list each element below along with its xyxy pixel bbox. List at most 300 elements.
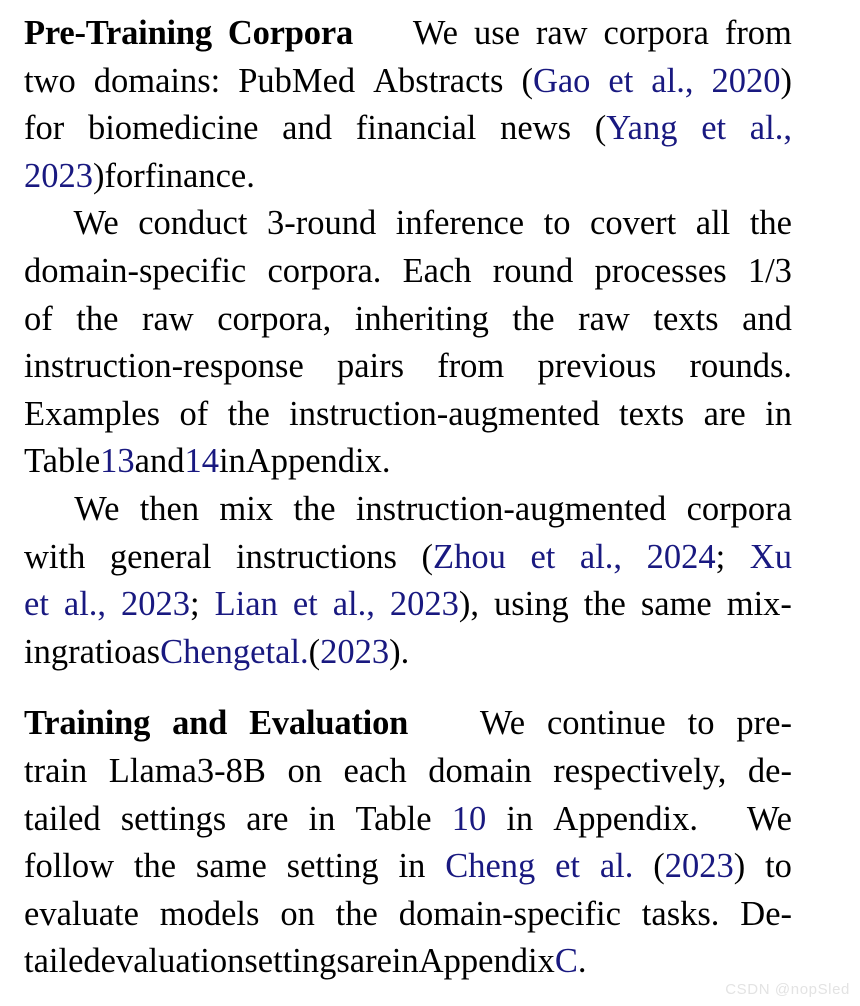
body-text: De- (740, 894, 792, 933)
word (309, 796, 336, 844)
body-text: train (24, 751, 88, 790)
body-text: all (695, 204, 731, 243)
word (600, 843, 634, 891)
word (537, 343, 656, 391)
runin-heading: Pre-Training (24, 14, 212, 52)
word (121, 796, 226, 844)
word (179, 391, 208, 439)
body-text: the (76, 299, 119, 338)
word (750, 200, 792, 248)
word (647, 534, 726, 582)
word (24, 748, 87, 796)
word (651, 58, 693, 106)
body-text: in (308, 799, 336, 838)
body-text: Each (402, 251, 472, 290)
body-text: setting (286, 847, 379, 886)
body-text: in (506, 799, 534, 838)
runin-heading: and (172, 704, 228, 743)
text-line (24, 938, 792, 986)
body-text: conduct (138, 204, 248, 243)
word (494, 581, 569, 629)
word (419, 938, 555, 986)
body-text: same (640, 585, 712, 624)
body-text: on (280, 894, 315, 933)
word (521, 58, 590, 106)
word (282, 105, 332, 153)
body-text: to (765, 847, 792, 886)
citation-link[interactable]: et (292, 585, 318, 624)
word (24, 343, 304, 391)
citation-link[interactable]: 2023 (320, 632, 390, 671)
body-text: 3-round (266, 204, 377, 243)
citation-link[interactable]: Yang (606, 109, 678, 148)
word (356, 105, 477, 153)
paragraph-indent (24, 200, 54, 248)
body-text: evaluation (100, 942, 245, 981)
word (24, 534, 85, 582)
word (553, 748, 726, 796)
word (24, 105, 64, 153)
word (184, 438, 219, 486)
body-text: ; (715, 537, 726, 576)
body-text: We (746, 799, 792, 838)
word (506, 796, 533, 844)
body-text: tasks. (641, 894, 720, 933)
word (742, 296, 792, 344)
text-line (24, 153, 792, 201)
citation-link[interactable]: al. (275, 632, 309, 671)
body-text: ing (24, 632, 69, 671)
word (355, 296, 489, 344)
body-text: of (179, 394, 209, 433)
body-text: domains: (93, 61, 221, 100)
body-text: Appendix. (245, 442, 391, 481)
body-text: on (287, 751, 322, 790)
body-text: news (500, 109, 571, 148)
runin-heading: Training (24, 704, 151, 743)
word (135, 438, 185, 486)
csdn-watermark: CSDN @nopSled (725, 981, 850, 998)
citation-link[interactable]: 2024 (646, 537, 716, 576)
word (748, 748, 792, 796)
body-text: pairs (336, 347, 405, 386)
word (578, 296, 630, 344)
body-text: in (398, 847, 426, 886)
word (704, 391, 746, 439)
word (536, 10, 588, 58)
body-text: Examples (24, 394, 161, 433)
word (333, 581, 375, 629)
word (287, 843, 379, 891)
citation-link[interactable]: al., (63, 585, 107, 624)
word (608, 58, 633, 106)
body-text: raw (535, 14, 588, 52)
word (68, 629, 131, 677)
word (74, 200, 119, 248)
citation-link[interactable]: 2023 (121, 585, 191, 624)
body-text: Appendix (418, 942, 555, 981)
body-text: Appendix. (553, 799, 698, 838)
word (160, 629, 250, 677)
word (250, 629, 275, 677)
word (131, 629, 160, 677)
body-text: are (246, 799, 289, 838)
word (512, 296, 554, 344)
word (392, 938, 419, 986)
body-text: We (74, 489, 120, 528)
body-text: corpora (686, 489, 792, 528)
word (219, 486, 273, 534)
citation-link[interactable]: 13 (100, 442, 135, 481)
word (373, 58, 503, 106)
runin-heading: Evaluation (249, 704, 409, 743)
body-text: inheriting (354, 299, 489, 338)
text-line (24, 200, 792, 248)
word (289, 391, 599, 439)
text-line (24, 486, 792, 534)
word (280, 891, 315, 939)
word (748, 248, 792, 296)
word (76, 296, 118, 344)
word (287, 748, 322, 796)
word (246, 438, 391, 486)
body-text: and (282, 109, 332, 148)
body-text: rounds. (689, 347, 792, 386)
word (437, 343, 504, 391)
body-text: raw (578, 299, 630, 338)
word (94, 58, 221, 106)
word (696, 200, 730, 248)
citation-link[interactable]: 2023 (389, 585, 459, 624)
body-text: We (412, 14, 458, 52)
word (145, 153, 255, 201)
citation-link[interactable]: et (555, 847, 581, 886)
word (336, 891, 378, 939)
citation-link[interactable]: al., (332, 585, 375, 624)
word (653, 296, 718, 344)
word (604, 10, 709, 58)
text-line (24, 748, 792, 796)
paragraph-training-and-evaluation (24, 700, 792, 986)
body-text: ( (308, 632, 321, 671)
citation-link[interactable]: Cheng (160, 632, 251, 671)
word (701, 105, 726, 153)
citation-link[interactable]: et (250, 632, 276, 671)
word (24, 296, 53, 344)
body-text: texts (653, 299, 719, 338)
citation-link[interactable]: al., (579, 537, 623, 576)
body-text: in (218, 442, 246, 481)
body-text: previous (537, 347, 657, 386)
body-text: in (391, 942, 419, 981)
runin-gap (369, 10, 397, 58)
word (24, 10, 212, 58)
word (653, 843, 745, 891)
body-text: with (24, 537, 86, 576)
word (24, 438, 100, 486)
body-text: pre- (736, 704, 792, 743)
word (24, 248, 246, 296)
text-line (24, 105, 792, 153)
body-text: ) (93, 156, 105, 195)
word (480, 700, 525, 748)
body-text: biomedicine (87, 109, 259, 148)
body-text: and (742, 299, 792, 338)
body-text: from (724, 14, 792, 52)
word (584, 581, 626, 629)
text-line (24, 629, 792, 677)
word (217, 296, 331, 344)
word (309, 629, 410, 677)
word (642, 891, 720, 939)
word (236, 534, 397, 582)
body-text: domain-specific (398, 894, 621, 933)
body-text: PubMed (238, 61, 356, 100)
body-text: the (293, 489, 336, 528)
citation-link[interactable]: Zhou (433, 537, 506, 576)
body-text: to (543, 204, 571, 243)
body-text: each (343, 751, 407, 790)
word (267, 248, 381, 296)
text-line (24, 248, 792, 296)
word (88, 105, 259, 153)
body-text: evaluate (24, 894, 139, 933)
body-text: the (749, 204, 792, 243)
body-text: follow (24, 847, 115, 886)
citation-link[interactable]: Lian (214, 585, 278, 624)
word (24, 938, 101, 986)
word (641, 581, 712, 629)
word (452, 796, 487, 844)
word (275, 629, 309, 677)
body-text: . (577, 942, 587, 981)
word (765, 391, 792, 439)
body-text: ) (780, 61, 792, 100)
citation-link[interactable]: 2023 (24, 156, 93, 195)
text-line (24, 700, 792, 748)
paragraph-pre-training-corpora (24, 10, 792, 200)
word (493, 248, 574, 296)
body-text: ), (458, 585, 479, 624)
body-text: ( (594, 109, 607, 148)
text-line (24, 296, 792, 344)
citation-link[interactable]: C (554, 942, 578, 981)
text-line (24, 843, 792, 891)
citation-link[interactable]: et (608, 61, 634, 100)
word (196, 843, 267, 891)
word (727, 581, 792, 629)
word (24, 796, 101, 844)
word (736, 700, 792, 748)
body-text: financial (355, 109, 477, 148)
body-text: raw (141, 299, 194, 338)
word (24, 581, 49, 629)
body-text: the (583, 585, 626, 624)
word (293, 581, 318, 629)
body-text: inference (395, 204, 525, 243)
citation-link[interactable]: 2023 (664, 847, 734, 886)
word (24, 843, 114, 891)
word (160, 891, 260, 939)
runin-heading: Corpora (227, 14, 353, 52)
word (725, 10, 792, 58)
word (228, 391, 270, 439)
body-text: tailed (24, 942, 101, 981)
body-text: respectively, (553, 751, 727, 790)
word (390, 581, 479, 629)
citation-link[interactable]: et (530, 537, 556, 576)
word (555, 843, 580, 891)
word (688, 700, 715, 748)
text-line (24, 891, 792, 939)
word (64, 581, 106, 629)
word (215, 581, 278, 629)
word (553, 796, 698, 844)
word (219, 438, 246, 486)
word (474, 10, 520, 58)
body-text: corpora. (267, 251, 382, 290)
word (547, 700, 666, 748)
word (350, 938, 392, 986)
body-text: use (473, 14, 520, 52)
word (399, 843, 426, 891)
word (689, 343, 792, 391)
body-text: Abstracts (373, 61, 504, 100)
body-text: Llama3-8B (108, 751, 266, 790)
body-text: processes (594, 251, 727, 290)
word (580, 534, 622, 582)
body-text: ; (190, 585, 200, 624)
word (403, 248, 472, 296)
word (244, 938, 349, 986)
word (619, 391, 684, 439)
body-text: of (24, 299, 53, 338)
body-text: the (335, 894, 378, 933)
body-text: finance. (144, 156, 255, 195)
body-text: are (703, 394, 746, 433)
word (344, 748, 407, 796)
body-text: general (109, 537, 212, 576)
body-text: corpora, (217, 299, 332, 338)
citation-link[interactable]: al., (651, 61, 694, 100)
word (399, 891, 621, 939)
body-text: then (139, 489, 200, 528)
citation-link[interactable]: 14 (184, 442, 219, 481)
word (109, 748, 266, 796)
citation-link[interactable]: 2020 (711, 61, 781, 100)
body-text: instruction-augmented (355, 489, 667, 528)
citation-link[interactable]: 10 (451, 799, 487, 838)
word (428, 748, 531, 796)
body-text: for (24, 109, 65, 148)
word (110, 534, 212, 582)
word (134, 843, 176, 891)
citation-link[interactable]: et (24, 585, 49, 624)
body-text: ( (421, 537, 434, 576)
word (293, 486, 335, 534)
citation-link[interactable]: al., (749, 109, 792, 148)
body-text: models (159, 894, 260, 933)
word (337, 343, 404, 391)
word (590, 200, 676, 248)
word (445, 843, 535, 891)
body-text: de- (747, 751, 792, 790)
body-text: two (24, 61, 76, 100)
text-line (24, 343, 792, 391)
word (24, 153, 105, 201)
word (24, 700, 150, 748)
body-text: from (437, 347, 505, 386)
body-text: and (134, 442, 185, 481)
body-text: round (492, 251, 574, 290)
word (422, 534, 506, 582)
word (765, 843, 792, 891)
body-text: domain-specific (24, 251, 247, 290)
body-text: using (493, 585, 569, 624)
word (172, 700, 227, 748)
body-text: covert (590, 204, 677, 243)
word (24, 391, 160, 439)
word (24, 629, 68, 677)
body-text: mix (219, 489, 274, 528)
word (267, 200, 376, 248)
word (249, 700, 408, 748)
word (246, 796, 288, 844)
word (595, 105, 678, 153)
body-text: instructions (235, 537, 397, 576)
citation-link[interactable]: Gao (532, 61, 591, 100)
word (740, 891, 792, 939)
body-text: the (133, 847, 177, 886)
paragraph-three-round-inference (24, 200, 792, 486)
body-text: are (349, 942, 392, 981)
body-text: We (73, 204, 119, 243)
word (100, 438, 135, 486)
body-text: corpora (603, 14, 709, 52)
word (140, 486, 199, 534)
runin-gap (430, 700, 458, 748)
citation-link[interactable]: Xu (749, 537, 792, 576)
word (101, 938, 245, 986)
word (747, 796, 792, 844)
citation-link[interactable]: Cheng (445, 847, 536, 886)
body-text: texts (619, 394, 685, 433)
text-line (24, 438, 792, 486)
citation-link[interactable]: et (701, 109, 727, 148)
text-line (24, 534, 792, 582)
body-text: ( (521, 61, 533, 100)
word (121, 581, 200, 629)
word (544, 200, 571, 248)
body-text: instruction-augmented (289, 394, 600, 433)
body-text: the (512, 299, 555, 338)
word (238, 58, 355, 106)
citation-link[interactable]: al. (599, 847, 634, 886)
word (750, 105, 792, 153)
paragraph-indent (24, 486, 54, 534)
word (413, 10, 458, 58)
word (228, 10, 353, 58)
body-text: for (104, 156, 145, 195)
body-text: ( (653, 847, 665, 886)
body-text: domain (428, 751, 532, 790)
body-text: instruction-response (24, 347, 304, 386)
body-text: Table (24, 442, 101, 481)
body-text: in (765, 394, 792, 433)
text-line (24, 10, 792, 58)
body-text: ) (733, 847, 746, 886)
word (396, 200, 524, 248)
